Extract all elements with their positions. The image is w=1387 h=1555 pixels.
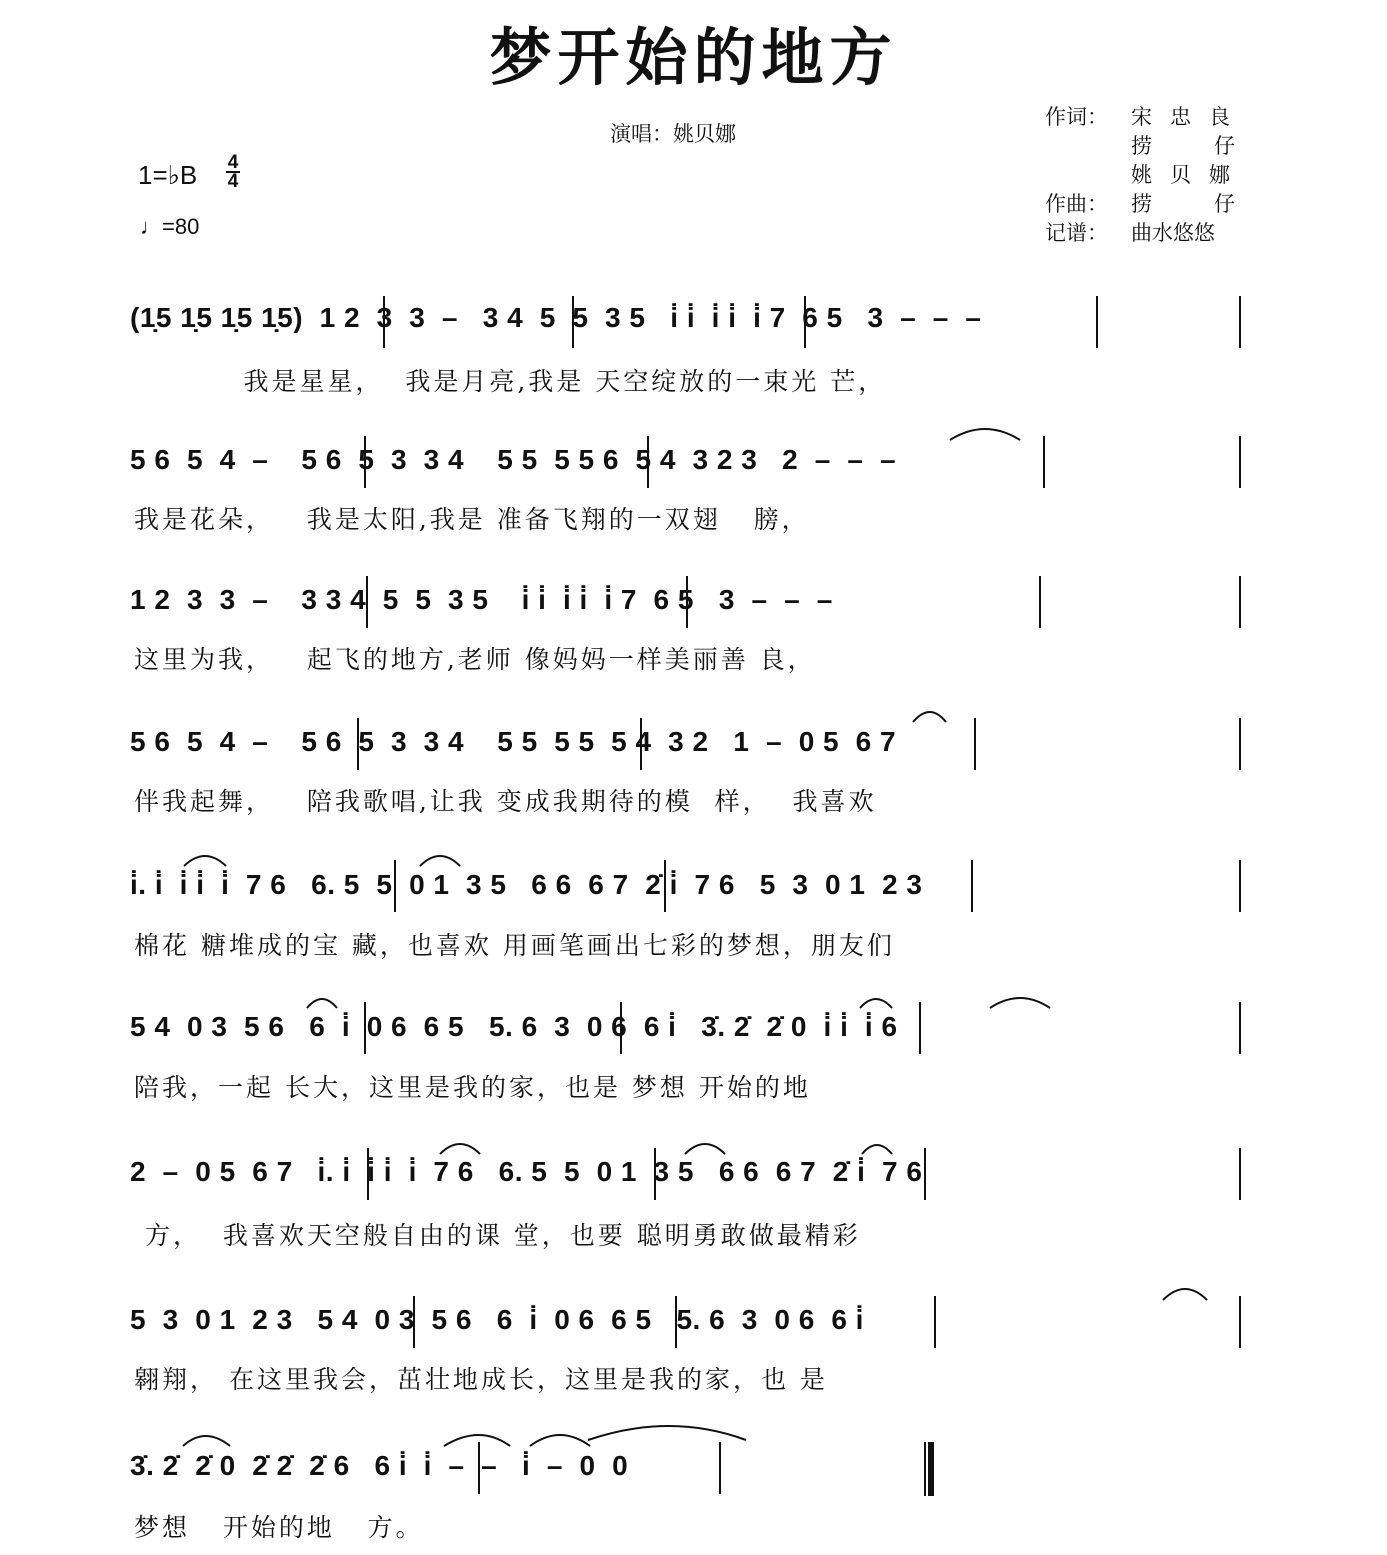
lyric-line-4: 伴我起舞， 陪我歌唱,让我 变成我期待的模 样， 我喜欢: [134, 787, 877, 816]
lyric-line-9: 梦想 开始的地 方。: [134, 1513, 424, 1542]
notation-line-1: (1̣5 1̣5 1̣5 1̣5) 1 2 3 3 – 3 4 5 5 3 5 i̇ i̇ i̇ i̇ i̇ 7 6 5 3 – – –: [130, 302, 982, 333]
lyric-line-8: 翱翔， 在这里我会，茁壮地成长，这里是我的家，也 是: [134, 1365, 828, 1394]
key-signature: 1=♭B: [138, 160, 198, 190]
singer-credit: 演唱：姚贝娜: [610, 122, 736, 146]
notation-line-9: 3̇. 2̇ 2̇ 0 2̇ 2̇ 2̇ 6 6 i̇ i̇ – – i̇ – 0 0: [130, 1450, 629, 1481]
credit-value: 宋忠良: [1131, 105, 1248, 129]
notation-line-5: i̇. i̇ i̇ i̇ i̇ 7 6 6. 5 5 0 1 3 5 6 6 6 7 2̇ i̇ 7 6 5 3 0 1 2 3: [130, 869, 923, 900]
lyric-line-2: 我是花朵， 我是太阳,我是 准备飞翔的一双翅 膀，: [134, 505, 810, 534]
notation-line-4: 5 6 5 4 – 5 6 5 3 3 4 5 5 5 5 5 4 3 2 1 – 0 5 6 7: [130, 726, 897, 757]
lyric-line-7: 方， 我喜欢天空般自由的课 堂，也要 聪明勇敢做最精彩: [134, 1221, 861, 1250]
credit-value: 捞仔: [1131, 192, 1297, 216]
time-signature: 4 4: [227, 152, 239, 192]
notation-line-3: 1 2 3 3 – 3 3 4 5 5 3 5 i̇ i̇ i̇ i̇ i̇ 7 6 5 3 – – –: [130, 584, 833, 615]
tempo-marking: ♩=80: [140, 214, 200, 239]
song-title: 梦开始的地方: [489, 21, 898, 94]
notation-line-6: 5 4 0 3 5 6 6 i̇ 0 6 6 5 5. 6 3 0 6 6 i̇ 3̇. 2̇ 2̇ 0 i̇ i̇ i̇ 6: [130, 1011, 898, 1042]
credit-value: 曲水悠悠: [1131, 221, 1215, 245]
notation-line-7: 2 – 0 5 6 7 i̇. i̇ i̇ i̇ i̇ 7 6 6. 5 5 0 1 3 5 6 6 6 7 2̇ i̇ 7 6: [130, 1156, 923, 1187]
lyric-line-6: 陪我，一起 长大，这里是我的家，也是 梦想 开始的地: [134, 1073, 811, 1102]
lyric-line-3: 这里为我， 起飞的地方,老师 像妈妈一样美丽善 良，: [134, 645, 816, 674]
credit-lyricist: 作词： 宋忠良: [1045, 103, 1297, 132]
lyric-line-5: 棉花 糖堆成的宝 藏，也喜欢 用画笔画出七彩的梦想，朋友们: [134, 931, 895, 960]
credit-value: 姚贝娜: [1131, 163, 1248, 187]
credit-composer: 作曲： 捞仔: [1045, 190, 1297, 219]
notation-line-2: 5 6 5 4 – 5 6 5 3 3 4 5 5 5 5 6 5 4 3 2 3 2 – – –: [130, 444, 897, 475]
lyric-line-1: 我是星星， 我是月亮,我是 天空绽放的一束光 芒，: [134, 367, 887, 396]
credit-transcriber: 记谱： 曲水悠悠: [1045, 219, 1297, 248]
credit-value: 捞仔: [1131, 134, 1297, 158]
notation-line-8: 5 3 0 1 2 3 5 4 0 3 5 6 6 i̇ 0 6 6 5 5. 6 3 0 6 6 i̇: [130, 1304, 864, 1335]
